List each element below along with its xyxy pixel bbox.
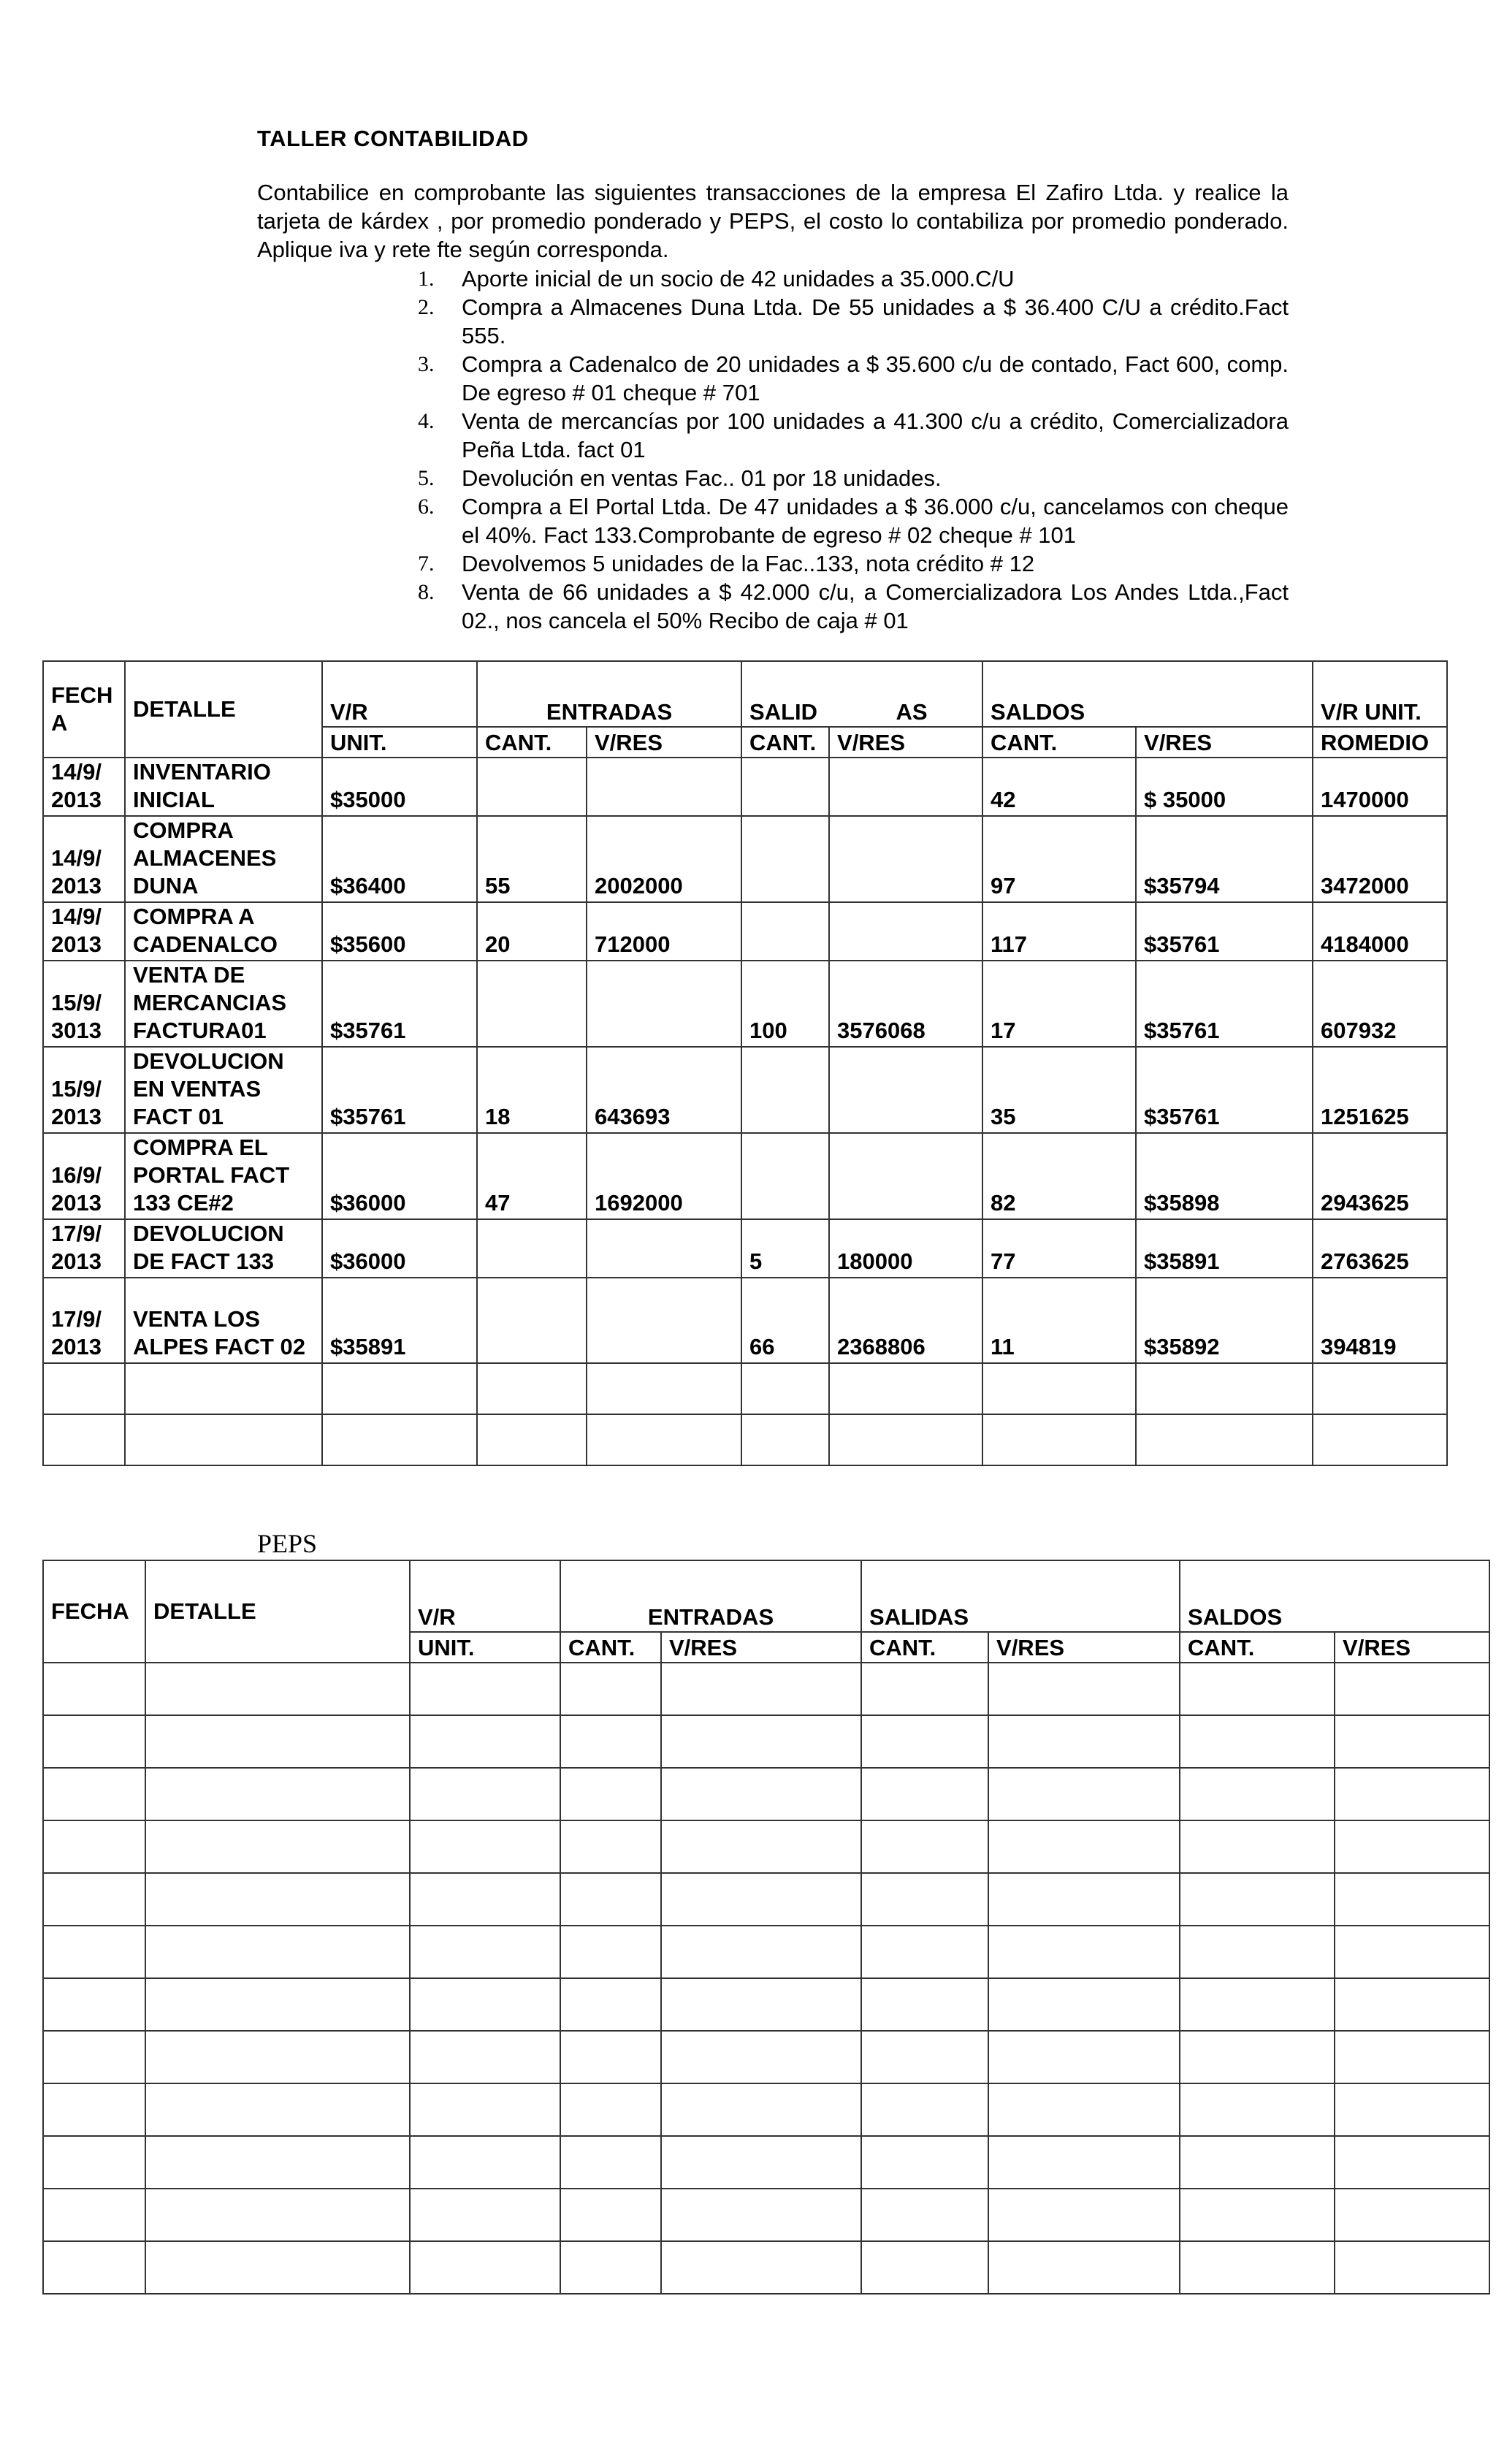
table-row: 14/9/ 2013 INVENTARIO INICIAL $35000 42 $ 35000 1470000 (43, 758, 1447, 816)
header-unit: UNIT. (322, 727, 477, 758)
header-sdo-cant: CANT. (982, 727, 1136, 758)
empty-row (43, 1768, 1489, 1820)
header-saldos: SALDOS (982, 661, 1313, 727)
header-sdo-cant: CANT. (1180, 1632, 1335, 1663)
empty-row (43, 2241, 1489, 2294)
header-unit: UNIT. (410, 1632, 560, 1663)
table-row: 15/9/ 2013 DEVOLUCION EN VENTAS FACT 01 $35761 18 643693 35 $35761 1251625 (43, 1047, 1447, 1133)
header-vr: V/R (410, 1560, 560, 1632)
empty-row (43, 2189, 1489, 2241)
header-saldos: SALDOS (1180, 1560, 1489, 1632)
header-detalle: DETALLE (125, 661, 322, 758)
table-row: 17/9/ 2013 VENTA LOS ALPES FACT 02 $35891 66 2368806 11 $35892 394819 (43, 1278, 1447, 1363)
empty-row (43, 1715, 1489, 1768)
table-row: 16/9/ 2013 COMPRA EL PORTAL FACT 133 CE#2 $36000 47 1692000 82 $35898 2943625 (43, 1133, 1447, 1219)
empty-row (43, 2083, 1489, 2136)
list-item: 3. Compra a Cadenalco de 20 unidades a $ 35.600 c/u de contado, Fact 600, comp. De egreso # 01 cheque # 701 (418, 351, 1289, 405)
header-romedio: ROMEDIO (1313, 727, 1447, 758)
header-ent-cant: CANT. (560, 1632, 661, 1663)
header-fecha: FECH A (43, 661, 125, 758)
list-item: 4. Venta de mercancías por 100 unidades a 41.300 c/u a crédito, Comercializadora Peña Ltda. fact 01 (418, 408, 1289, 462)
table-row: 14/9/ 2013 COMPRA A CADENALCO $35600 20 712000 117 $35761 4184000 (43, 902, 1447, 961)
header-vr-unit-prom: V/R UNIT. (1313, 661, 1447, 727)
document-title: TALLER CONTABILIDAD (257, 126, 529, 151)
header-vr: V/R (322, 661, 477, 727)
empty-row (43, 2136, 1489, 2189)
empty-row (43, 1820, 1489, 1873)
list-item: 2. Compra a Almacenes Duna Ltda. De 55 unidades a $ 36.400 C/U a crédito.Fact 555. (418, 294, 1289, 348)
list-item: 8. Venta de 66 unidades a $ 42.000 c/u, a Comercializadora Los Andes Ltda.,Fact 02., nos cancela el 50% Recibo de caja # 01 (418, 579, 1289, 633)
empty-row (43, 1363, 1447, 1414)
peps-label: PEPS (257, 1529, 318, 1558)
header-ent-vres: V/RES (661, 1632, 861, 1663)
header-salidas: SALID AS (741, 661, 982, 727)
header-salidas: SALIDAS (861, 1560, 1180, 1632)
list-item: 1. Aporte inicial de un socio de 42 unidades a 35.000.C/U (418, 266, 1015, 291)
header-ent-cant: CANT. (477, 727, 587, 758)
list-item: 6. Compra a El Portal Ltda. De 47 unidades a $ 36.000 c/u, cancelamos con cheque el 40%. Fact 133.Comprobante de egreso # 02 cheque # 101 (418, 494, 1289, 548)
kardex-weighted-average-table (42, 660, 1448, 1466)
header-sal-vres: V/RES (988, 1632, 1180, 1663)
header-entradas: ENTRADAS (560, 1560, 861, 1632)
header-sal-cant: CANT. (861, 1632, 988, 1663)
header-sal-vres: V/RES (829, 727, 982, 758)
kardex-peps-table (42, 1560, 1490, 2295)
empty-row (43, 1414, 1447, 1465)
header-sdo-vres: V/RES (1136, 727, 1313, 758)
table-row: 17/9/ 2013 DEVOLUCION DE FACT 133 $36000 5 180000 77 $35891 2763625 (43, 1219, 1447, 1278)
list-item: 7. Devolvemos 5 unidades de la Fac..133, nota crédito # 12 (418, 551, 1035, 576)
list-item: 5. Devolución en ventas Fac.. 01 por 18 unidades. (418, 465, 942, 491)
header-detalle: DETALLE (145, 1560, 410, 1663)
table-row: 15/9/ 3013 VENTA DE MERCANCIAS FACTURA01 $35761 100 3576068 17 $35761 607932 (43, 961, 1447, 1047)
empty-row (43, 2031, 1489, 2083)
empty-row (43, 1663, 1489, 1715)
header-sal-cant: CANT. (741, 727, 829, 758)
empty-row (43, 1978, 1489, 2031)
empty-row (43, 1873, 1489, 1926)
header-fecha: FECHA (43, 1560, 145, 1663)
header-ent-vres: V/RES (587, 727, 741, 758)
header-sdo-vres: V/RES (1335, 1632, 1489, 1663)
table-row: 14/9/ 2013 COMPRA ALMACENES DUNA $36400 55 2002000 97 $35794 3472000 (43, 816, 1447, 902)
header-entradas: ENTRADAS (477, 661, 741, 727)
instructions-paragraph: Contabilice en comprobante las siguientes transacciones de la empresa El Zafiro Ltda. y realice la tarjeta de kárdex , por promedio ponderado y PEPS, el costo lo contabiliza por promedio ponderado. Aplique iva y rete fte según corresponda. (257, 180, 1289, 262)
transactions-list (409, 264, 1289, 635)
empty-row (43, 1926, 1489, 1978)
